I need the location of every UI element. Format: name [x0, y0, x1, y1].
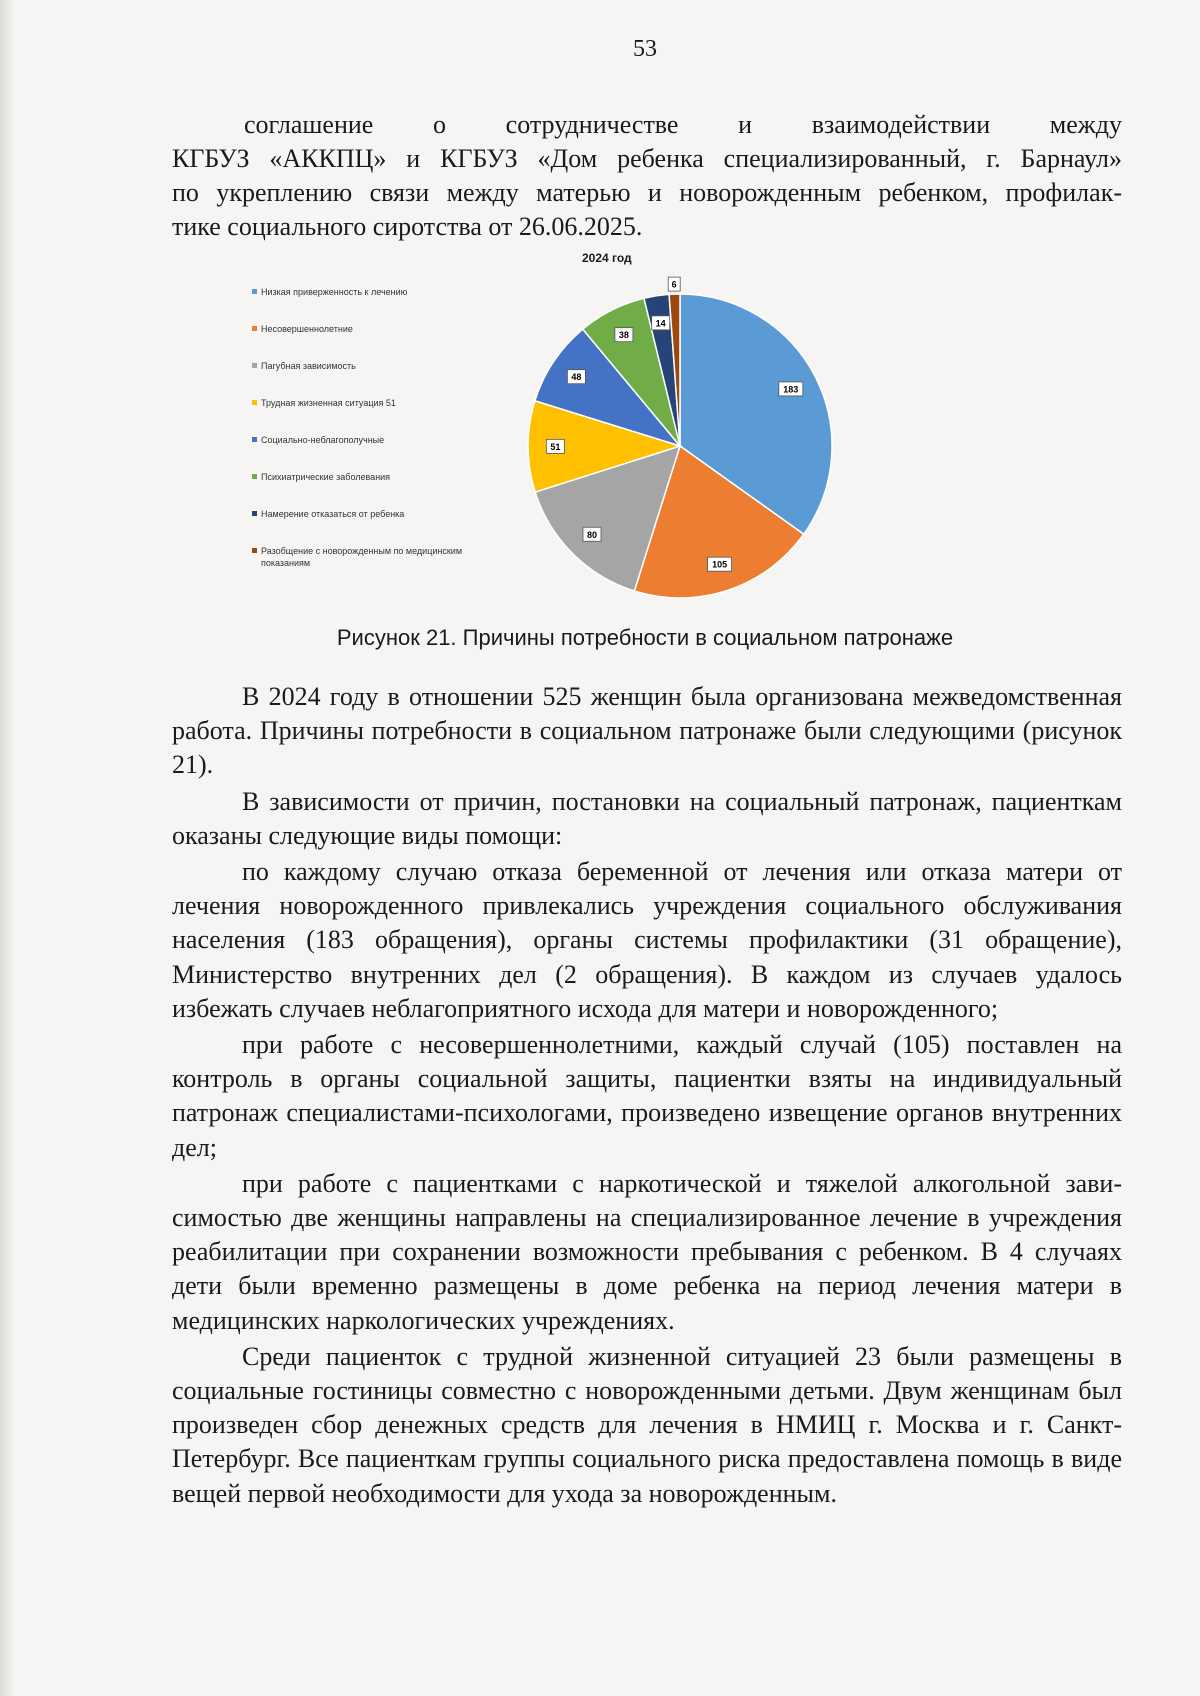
legend-label: Намерение отказаться от ребенка [261, 509, 405, 519]
intro-paragraph [172, 108, 1122, 244]
intro-line: по укреплению связи между матерью и новорожденным ребенком, профилак- [172, 178, 1122, 207]
svg-text:51: 51 [550, 441, 561, 452]
chart-legend [252, 286, 472, 582]
legend-swatch [252, 548, 257, 553]
legend-swatch [252, 400, 257, 405]
page-edge [0, 0, 14, 1696]
data-label [779, 382, 803, 396]
legend-label: Несовершеннолетние [261, 324, 353, 334]
legend-swatch [252, 474, 257, 479]
svg-text:48: 48 [571, 372, 582, 383]
legend-item [252, 397, 472, 434]
legend-label: Низкая приверженность к лечению [261, 287, 408, 297]
svg-text:183: 183 [783, 384, 799, 395]
legend-item [252, 323, 472, 360]
svg-text:105: 105 [712, 559, 728, 570]
legend-item [252, 360, 472, 397]
legend-item [252, 508, 472, 545]
chart-title: 2024 год [582, 251, 632, 265]
data-label [652, 316, 670, 330]
data-label [708, 557, 732, 571]
data-label [567, 370, 585, 384]
figure-caption: Рисунок 21. Причины потребности в социальном патронаже [336, 625, 954, 650]
paragraph: при работе с пациентками с наркотической и тяжелой алкогольной зависимостью две женщины направлены на специализированное лечение в учреждения реабилитации при сохранении возможности пребывания с ребенком. В 4 случаях дети были временно размещены в доме ребенка на период лечения матери в медицинских наркологических учреждениях. [172, 1168, 1122, 1335]
legend-swatch [252, 326, 257, 331]
legend-item [252, 545, 472, 582]
pie-chart [500, 266, 860, 626]
paragraph: В 2024 году в отношении 525 женщин была организована межведомственная работа. Причины потребности в социальном патронаже были следующими (рисунок 21). [172, 682, 1122, 780]
legend-label: Трудная жизненная ситуация 51 [261, 398, 396, 408]
legend-swatch [252, 437, 257, 442]
data-label [583, 527, 601, 541]
legend-swatch [252, 289, 257, 294]
paragraph: Среди пациенток с трудной жизненной ситуацией 23 были размещены в социальные гостиницы совместно с новорожденными детьми. Двум женщинам был произведен сбор денежных средств для лечения в НМИЦ г. Москва и г. Санкт-Петербург. Все пациенткам группы социального риска предоставлена помощь в виде вещей первой необходимости для ухода за новорожденным. [172, 1341, 1122, 1508]
intro-line: соглашение о сотрудничестве и взаимодействии между [244, 110, 1122, 139]
svg-text:14: 14 [655, 318, 666, 329]
svg-text:80: 80 [586, 529, 598, 540]
legend-swatch [252, 363, 257, 368]
legend-label: Социально-неблагополучные [261, 435, 385, 445]
paragraph: В зависимости от причин, постановки на социальный патронаж, пациенткам оказаны следующие виды помощи: [172, 786, 1122, 850]
svg-text:38: 38 [618, 330, 629, 341]
legend-label: Разобщение с новорожденным по медицинским показаниям [261, 546, 463, 568]
data-label [546, 439, 564, 453]
body-text [172, 680, 1122, 1511]
legend-label: Психиатрические заболевания [261, 472, 391, 482]
intro-line: КГБУЗ «АККПЦ» и КГБУЗ «Дом ребенка специализированный, г. Барнаул» [172, 144, 1122, 173]
data-label [668, 277, 680, 291]
data-label [615, 328, 633, 342]
intro-line: тике социального сиротства от 26.06.2025. [172, 212, 643, 241]
legend-swatch [252, 511, 257, 516]
paragraph: при работе с несовершеннолетними, каждый случай (105) поставлен на контроль в органы социальной защиты, пациентки взяты на индивидуальный патронаж специалистами-психологами, произведено извещение органов внутренних дел; [172, 1030, 1122, 1162]
paragraph: по каждому случаю отказа беременной от лечения или отказа матери от лечения новорожденного привлекались учреждения социального обслуживания населения (183 обращения), органы системы профилактики (31 обращение), Министерство внутренних дел (2 обращения). В каждом из случаев удалось избежать случаев неблагоприятного исхода для матери и новорожденного; [172, 857, 1122, 1023]
legend-label: Пагубная зависимость [261, 361, 356, 371]
legend-item [252, 434, 472, 471]
legend-item [252, 286, 472, 323]
page-number: 53 [633, 36, 657, 62]
legend-item [252, 471, 472, 508]
svg-text:6: 6 [671, 279, 677, 290]
